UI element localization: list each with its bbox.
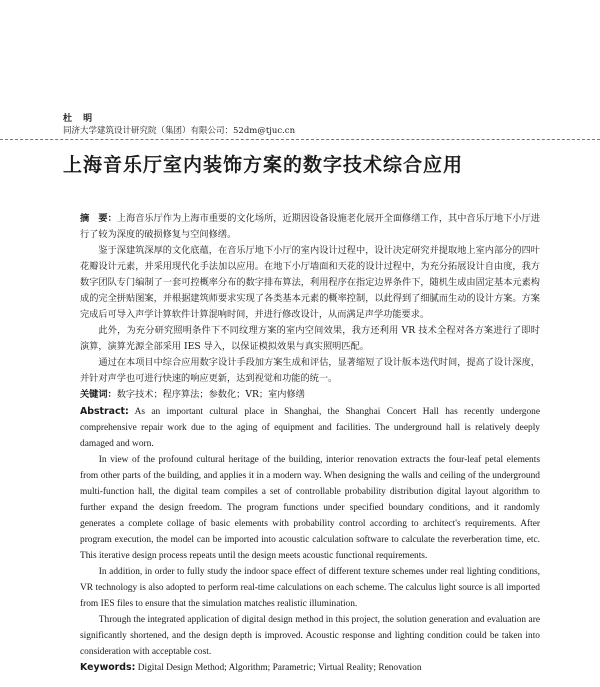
abstract-cn-label: 摘 要：	[80, 213, 117, 224]
abstract-en-p3: In addition, in order to fully study the indoor space effect of different texture schemes under real lighting conditions, VR technology is also adopted to perform real-time calculations on each scheme. The calculus light source is all imported from IES files to ensure that the simulation matches realistic illumination.	[80, 567, 540, 609]
abstract-en	[80, 404, 540, 676]
keywords-en-label: Keywords:	[80, 662, 136, 673]
keywords-cn-text: 数字技术；程序算法；参数化；VR；室内修缮	[116, 389, 305, 400]
keywords-en	[80, 660, 540, 676]
abstract-cn-p1	[80, 211, 540, 243]
abstract-cn-p4: 通过在本项目中综合应用数字设计手段加方案生成和评估，显著缩短了设计版本迭代时间，提高了设计深度，并针对声学也可进行快速的响应更新，达到视觉和功能的统一。	[80, 357, 540, 384]
abstract-en-p1-text: As an important cultural place in Shanghai, the Shanghai Concert Hall has recently undergone comprehensive repair work due to the aging of equipment and facilities. The underground hall is relatively deeply damaged and worn.	[80, 407, 540, 449]
keywords-cn	[80, 387, 540, 403]
abstract-cn-p1-text: 上海音乐厅作为上海市重要的文化场所，近期因设备设施老化展开全面修缮工作，其中音乐厅地下小厅进行了较为深度的破损修复与空间修缮。	[80, 213, 541, 240]
keywords-en-text: Digital Design Method; Algorithm; Parametric; Virtual Reality; Renovation	[137, 663, 422, 673]
header-divider	[0, 139, 600, 140]
abstract-en-label: Abstract:	[80, 406, 129, 417]
abstract-cn-p2: 鉴于深建筑深厚的文化底蕴，在音乐厅地下小厅的室内设计过程中，设计决定研究并提取地上室内部分的四叶花瓣设计元素，并采用现代化手法加以应用。在地下小厅墙面和天花的设计过程中，为充分拓展设计自由度，我方数字团队专门编制了一套可控概率分布的数字排布算法，利用程序在指定边界条件下，随机生成由固定基本元素构成的完全拼贴图案，并根据建筑师要求实现了各类基本元素的概率控制，以此得到了细腻而生动的设计方案。方案完成后可导入声学计算软件计算混响时间，并进行修改设计，从而满足声学功能要求。	[80, 245, 540, 320]
abstract-en-p1	[80, 404, 540, 452]
keywords-cn-label: 关键词：	[80, 389, 117, 400]
abstract-en-p4: Through the integrated application of digital design method in this project, the solution generation and evaluation are significantly shortened, and the design depth is improved. Acoustic response and lighting condition could be taken into consideration with acceptable cost.	[80, 615, 540, 657]
author-name: 杜 明	[63, 114, 97, 124]
paper-title: 上海音乐厅室内装饰方案的数字技术综合应用	[63, 154, 464, 176]
abstract-cn	[80, 211, 540, 403]
author-affiliation: 同济大学建筑设计研究院（集团）有限公司：52dm@tjuc.cn	[63, 126, 296, 136]
abstract-cn-p3: 此外，为充分研究照明条件下不同纹理方案的室内空间效果，我方还利用 VR 技术全程对各方案进行了即时演算，演算光源全部采用 IES 导入，以保证模拟效果与真实照明匹配。	[80, 325, 540, 352]
abstract-en-p2: In view of the profound cultural heritage of the building, interior renovation extracts the four-leaf petal elements from other parts of the building, and applies it in a modern way. When designing the walls and ceiling of the underground multi-function hall, the digital team compiles a set of controllable probability distribution digital layout algorithm to further expand the design freedom. The program functions under specified boundary conditions, and it randomly generates a complete collage of basic elements with probability control according to architect's requirements. After program execution, the model can be imported into acoustic calculation software to calculate the reverberation time, etc. This iterative design process repeats until the design meets acoustic functional requirements.	[80, 455, 540, 561]
